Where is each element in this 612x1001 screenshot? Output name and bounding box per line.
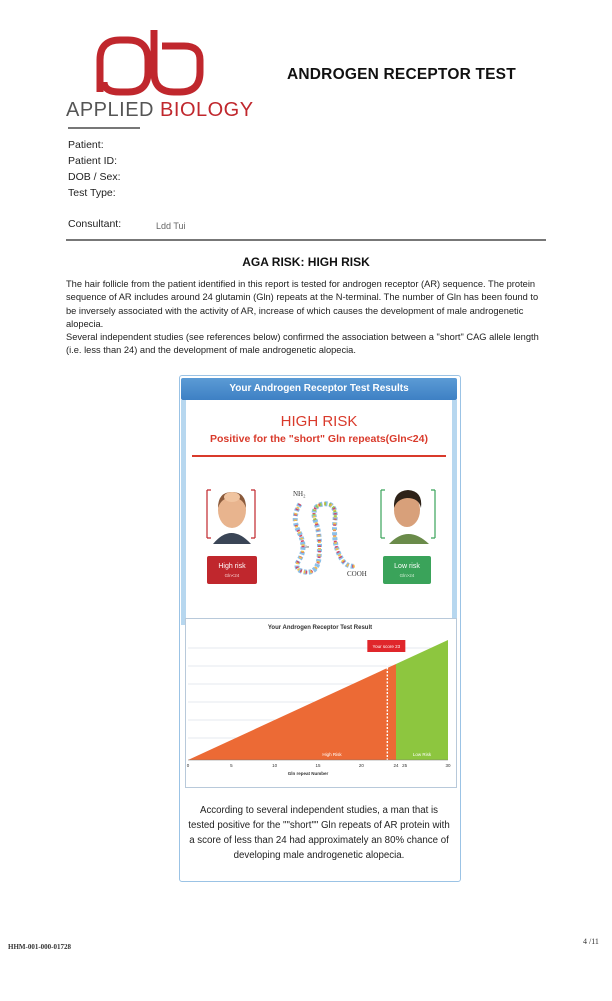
chart-x-tick-label: 10 [272, 763, 278, 768]
logo-word-biology: BIOLOGY [160, 99, 254, 121]
result-high-risk: HIGH RISK [280, 413, 358, 430]
high-risk-badge-sub: Gln<24 [224, 573, 240, 578]
consultant-value: Ldd Tui [156, 221, 186, 231]
chart-score-label: Your score 23 [372, 644, 401, 649]
patient-id-label: Patient ID: [68, 155, 118, 167]
chart-x-axis-label: Gln repeat Number [287, 771, 329, 776]
logo-text [66, 99, 254, 122]
explanation-paragraph-2: Several independent studies (see references below) confirmed the association between a "short" CAG allele length (i.e. less than 24) and the development of male androgenetic alopecia. [66, 332, 539, 356]
explanation-paragraph-1: The hair follicle from the patient identified in this report is tested for androgen receptor (AR) sequence. The protein sequence of AR includes around 24 glutamin (Gln) repeats at the N-terminal. The number of Gln has been found to be inversely associated with the activity of AR, increase of which causes the development of male androgenetic alopecia. [66, 279, 539, 329]
chart-x-tick-label: 0 [186, 763, 190, 768]
low-risk-badge-sub: Gln>24 [399, 573, 415, 578]
conclusion-text: According to several independent studies, a man that is tested positive for the ""short"" Gln repeats of AR protein with a score of less than 24 had approximately an 80% chance of developing male androgenetic alopecia. [188, 805, 450, 861]
young-man-figure [381, 482, 437, 544]
consultant-label: Consultant: [68, 218, 122, 230]
test-type-label: Test Type: [68, 187, 116, 199]
patient-label: Patient: [68, 139, 104, 151]
dob-sex-label: DOB / Sex: [68, 171, 121, 183]
results-panel-header: Your Androgen Receptor Test Results [181, 378, 457, 400]
risk-heading: AGA RISK: HIGH RISK [242, 255, 370, 269]
high-risk-badge-label: High risk [218, 563, 246, 570]
cooh-label: COOH [347, 570, 367, 578]
header-divider [66, 239, 546, 241]
chart-x-tick-label: 20 [358, 763, 364, 768]
gln-label: Gln [303, 544, 310, 549]
chart-x-tick-label: 30 [445, 763, 451, 768]
bald-man-figure [201, 482, 261, 544]
risk-illustration [195, 472, 445, 597]
chart-x-tick-label: 5 [230, 763, 233, 768]
chart-region-low-risk [396, 640, 448, 760]
applied-biology-logo-mark [96, 26, 206, 96]
logo-underline [68, 127, 140, 129]
chart-region-high-risk [188, 664, 396, 760]
chart-x-tick-label: 25 [402, 763, 408, 768]
document-title: ANDROGEN RECEPTOR TEST [287, 66, 516, 83]
panel-stripe-right [452, 400, 457, 625]
footer-document-id: HHM-001-000-01728 [8, 943, 71, 951]
low-risk-badge [383, 556, 431, 584]
chart-x-tick-label: 24 [393, 763, 399, 768]
chart-region-label: High Risk [322, 752, 342, 757]
low-risk-badge-label: Low risk [394, 563, 420, 570]
high-risk-badge [207, 556, 257, 584]
protein-chain [293, 490, 367, 578]
page-number: 4 /11 [583, 937, 599, 946]
explanation-text [66, 278, 546, 358]
result-divider [192, 455, 446, 457]
result-subtitle: Positive for the "short" Gln repeats(Gln<24) [210, 433, 428, 445]
nh2-label: NH₂ [293, 490, 306, 498]
chart-x-tick-label: 15 [315, 763, 321, 768]
chart-region-label: Low Risk [412, 752, 432, 757]
risk-chart [185, 630, 455, 785]
chart-title: Your Androgen Receptor Test Result [267, 625, 373, 631]
logo-word-applied: APPLIED [66, 99, 154, 121]
